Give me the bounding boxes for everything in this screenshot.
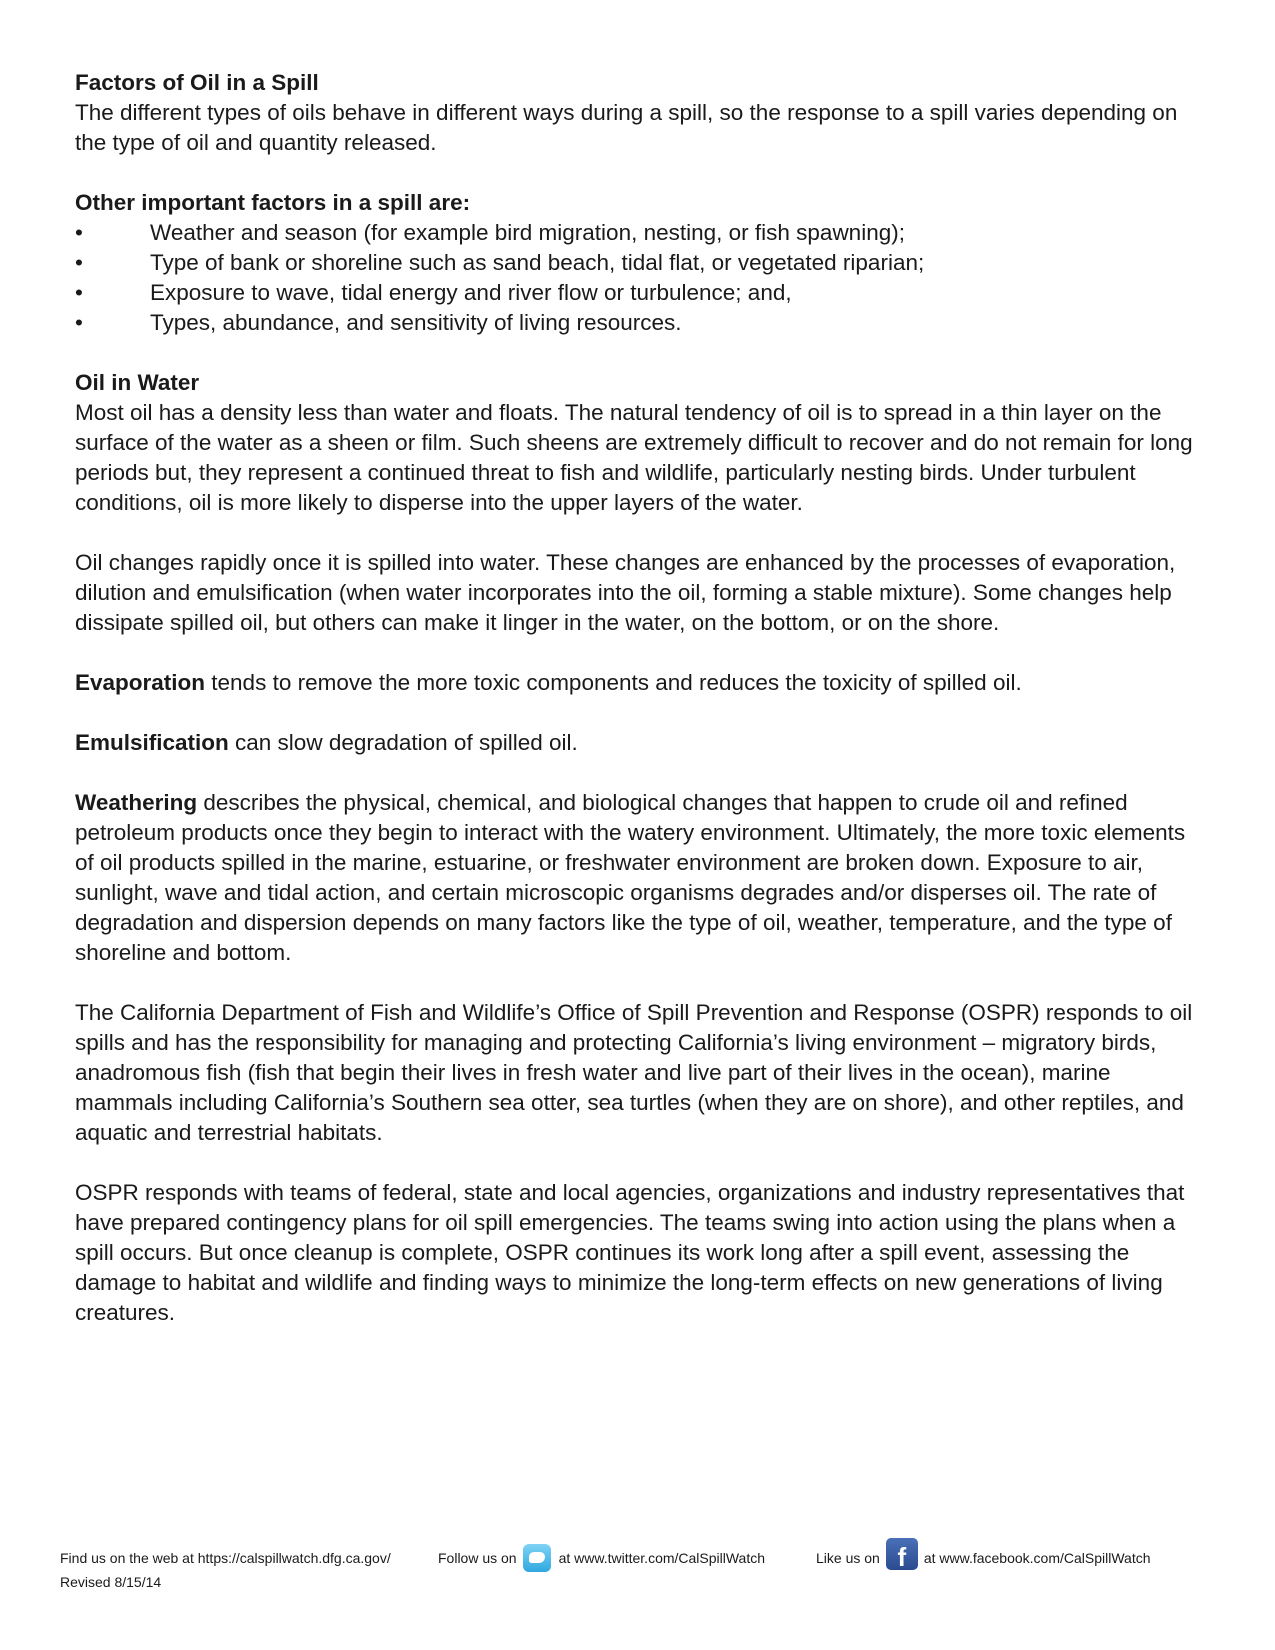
- list-item: [75, 248, 1205, 278]
- emulsification-text: can slow degradation of spilled oil.: [228, 730, 578, 755]
- spacer: [75, 638, 1205, 668]
- list-item-text: Type of bank or shoreline such as sand beach, tidal flat, or vegetated riparian;: [150, 250, 925, 275]
- paragraph-emulsification: [75, 728, 1205, 758]
- bullet-icon: •: [75, 220, 83, 245]
- facebook-icon[interactable]: f: [886, 1538, 918, 1570]
- heading-other-factors: Other important factors in a spill are:: [75, 190, 471, 215]
- bullet-icon: •: [75, 250, 83, 275]
- paragraph-factors: The different types of oils behave in different ways during a spill, so the response to a spill varies depending on the type of oil and quantity released.: [75, 100, 1178, 155]
- spacer: [75, 158, 1205, 188]
- spacer: [75, 1148, 1205, 1178]
- follow-label: Follow us on: [438, 1549, 517, 1566]
- twitter-link[interactable]: at www.twitter.com/CalSpillWatch: [558, 1549, 766, 1566]
- paragraph-oil-density: Most oil has a density less than water and floats. The natural tendency of oil is to spread in a thin layer on the surface of the water as a sheen or film. Such sheens are extremely difficult to recover and do not remain for long periods but, they represent a continued threat to fish and wildlife, particularly nesting birds. Under turbulent conditions, oil is more likely to disperse into the upper layers of the water.: [75, 400, 1193, 515]
- bullet-icon: •: [75, 310, 83, 335]
- spacer: [75, 698, 1205, 728]
- term-evaporation: Evaporation: [75, 670, 206, 695]
- twitter-bird-shape: [529, 1552, 545, 1563]
- like-label: Like us on: [816, 1549, 880, 1566]
- list-item-text: Types, abundance, and sensitivity of living resources.: [150, 310, 682, 335]
- paragraph-weathering: [75, 788, 1205, 968]
- spacer: [75, 518, 1205, 548]
- footer-twitter: [438, 1544, 816, 1572]
- list-item: [75, 218, 1205, 248]
- heading-factors: Factors of Oil in a Spill: [75, 70, 319, 95]
- page-footer: [60, 1544, 1240, 1591]
- term-emulsification: Emulsification: [75, 730, 229, 755]
- spacer: [75, 758, 1205, 788]
- list-item: [75, 278, 1205, 308]
- factors-list: [75, 218, 1205, 338]
- facebook-link[interactable]: at www.facebook.com/CalSpillWatch: [923, 1549, 1151, 1566]
- paragraph-oil-changes: Oil changes rapidly once it is spilled into water. These changes are enhanced by the processes of evaporation, dilution and emulsification (when water incorporates into the oil, forming a stable mixture). Some changes help dissipate spilled oil, but others can make it linger in the water, on the bottom, or on the shore.: [75, 550, 1176, 635]
- spacer: [75, 338, 1205, 368]
- document-body: [75, 68, 1205, 1328]
- paragraph-ospr-intro: The California Department of Fish and Wildlife’s Office of Spill Prevention and Response (OSPR) responds to oil spills and has the responsibility for managing and protecting California’s living environment – migratory birds, anadromous fish (fish that begin their lives in fresh water and live part of their lives in the ocean), marine mammals including California’s Southern sea otter, sea turtles (when they are on shore), and other reptiles, and aquatic and terrestrial habitats.: [75, 1000, 1193, 1145]
- spacer: [75, 968, 1205, 998]
- footer-row: [60, 1544, 1240, 1572]
- weathering-text: describes the physical, chemical, and biological changes that happen to crude oil and refined petroleum products once they begin to interact with the watery environment. Ultimately, the more toxic elements of oil products spilled in the marine, estuarine, or freshwater environment are broken down. Exposure to air, sunlight, wave and tidal action, and certain microscopic organisms degrades and/or disperses oil. The rate of degradation and dispersion depends on many factors like the type of oil, weather, temperature, and the type of shoreline and bottom.: [75, 790, 1186, 965]
- bullet-icon: •: [75, 280, 83, 305]
- list-item: [75, 308, 1205, 338]
- heading-oil-in-water: Oil in Water: [75, 370, 200, 395]
- evaporation-text: tends to remove the more toxic components and reduces the toxicity of spilled oil.: [205, 670, 1022, 695]
- footer-web-link[interactable]: Find us on the web at https://calspillwatch.dfg.ca.gov/: [60, 1549, 391, 1566]
- paragraph-evaporation: [75, 668, 1205, 698]
- list-item-text: Weather and season (for example bird migration, nesting, or fish spawning);: [150, 220, 905, 245]
- term-weathering: Weathering: [75, 790, 198, 815]
- twitter-icon[interactable]: [523, 1544, 551, 1572]
- paragraph-ospr-response: OSPR responds with teams of federal, state and local agencies, organizations and industry representatives that have prepared contingency plans for oil spill emergencies. The teams swing into action using the plans when a spill occurs. But once cleanup is complete, OSPR continues its work long after a spill event, assessing the damage to habitat and wildlife and finding ways to minimize the long-term effects on new generations of living creatures.: [75, 1180, 1185, 1325]
- footer-facebook: [816, 1542, 1151, 1572]
- list-item-text: Exposure to wave, tidal energy and river flow or turbulence; and,: [150, 280, 792, 305]
- revised-date: Revised 8/15/14: [60, 1574, 162, 1590]
